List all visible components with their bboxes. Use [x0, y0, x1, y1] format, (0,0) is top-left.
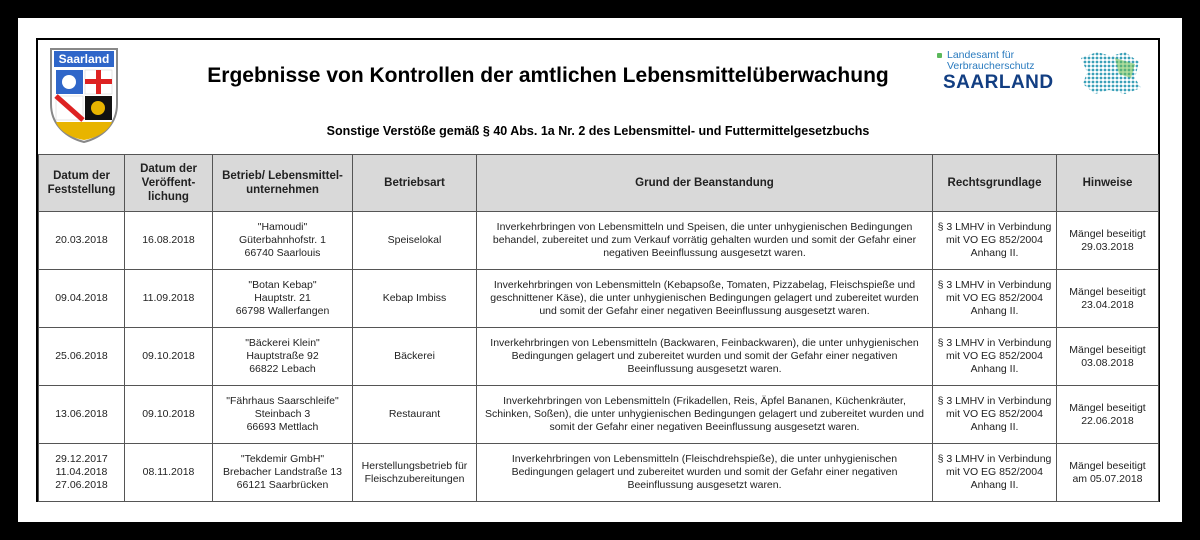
cell-line: "Fährhaus Saarschleife" — [226, 395, 339, 407]
cell-line: Restaurant — [388, 408, 441, 420]
cell-line: 13.06.2018 — [55, 408, 108, 420]
grund-cell: Inverkehrbringen von Lebensmitteln (Backwaren, Feinbackwaren), die unter unhygienischen Bedingungen gelagert und zubereitet wurden und somit der Gefahr einer negativen Beeinflussung ausgesetzt waren. — [477, 328, 933, 386]
inspection-results-table — [38, 154, 1159, 502]
page-title: Ergebnisse von Kontrollen der amtlichen Lebensmittelüberwachung — [207, 64, 889, 87]
cell-line: Steinbach 3 — [254, 408, 311, 420]
cell-line: 27.06.2018 — [55, 479, 108, 491]
cell-line: 66822 Lebach — [249, 363, 316, 375]
feststellung-cell — [39, 270, 125, 328]
feststellung-cell — [39, 386, 125, 444]
betriebsart-cell — [353, 328, 477, 386]
table-row — [39, 328, 1159, 386]
logo-bullet-icon — [937, 53, 942, 58]
cell-line: Fleischzubereitungen — [364, 472, 465, 485]
page-subtitle: Sonstige Verstöße gemäß § 40 Abs. 1a Nr. 2 des Lebensmittel- und Futtermittelgesetzbuchs — [326, 124, 870, 138]
betrieb-cell — [213, 444, 353, 502]
veroeffentlichung-cell: 16.08.2018 — [125, 212, 213, 270]
cell-line: "Botan Kebap" — [248, 279, 317, 291]
saarland-map-icon — [1075, 48, 1145, 98]
cell-line: Kebap Imbiss — [382, 292, 447, 304]
cell-line: 11.04.2018 — [55, 466, 108, 478]
grund-cell: Inverkehrbringen von Lebensmitteln (Fleischdrehspieße), die unter unhygienischen Bedingungen gelagert und zubereitet wurden und somit der Gefahr einer negativen Beeinflussung ausgesetzt waren. — [477, 444, 933, 502]
document-frame — [18, 18, 1182, 522]
cell-line: Mängel beseitigt — [1069, 401, 1146, 414]
rechtsgrundlage-cell: § 3 LMHV in Verbindung mit VO EG 852/2004 Anhang II. — [933, 444, 1057, 502]
rechtsgrundlage-cell: § 3 LMHV in Verbindung mit VO EG 852/2004 Anhang II. — [933, 270, 1057, 328]
hinweise-cell — [1057, 386, 1159, 444]
crest-label: Saarland — [58, 52, 110, 66]
column-header: Hinweise — [1057, 155, 1159, 212]
veroeffentlichung-cell: 11.09.2018 — [125, 270, 213, 328]
table-row — [39, 386, 1159, 444]
table-row — [39, 270, 1159, 328]
cell-line: Bäckerei — [394, 350, 435, 362]
betrieb-cell — [213, 328, 353, 386]
cell-line: Mängel beseitigt — [1069, 343, 1146, 356]
cell-line: 09.04.2018 — [55, 292, 108, 304]
cell-line: 20.03.2018 — [55, 234, 108, 246]
document-page — [36, 38, 1160, 502]
cell-line: "Tekdemir GmbH" — [240, 453, 325, 465]
column-header: Rechtsgrundlage — [933, 155, 1057, 212]
rechtsgrundlage-cell: § 3 LMHV in Verbindung mit VO EG 852/2004 Anhang II. — [933, 212, 1057, 270]
betriebsart-cell — [353, 212, 477, 270]
cell-line: Mängel beseitigt — [1069, 227, 1146, 240]
table-body — [39, 212, 1159, 502]
betrieb-cell — [213, 212, 353, 270]
feststellung-cell — [39, 328, 125, 386]
saarland-crest-icon — [48, 46, 120, 144]
cell-line: 22.06.2018 — [1081, 414, 1134, 427]
agency-logo — [933, 46, 1148, 106]
cell-line: "Hamoudi" — [257, 221, 308, 233]
cell-line: Herstellungsbetrieb für — [361, 459, 468, 472]
column-header: Datum der Feststellung — [39, 155, 125, 212]
logo-line-1: Landesamt für — [947, 49, 1015, 61]
column-header: Datum der Veröffent-lichung — [125, 155, 213, 212]
feststellung-cell — [39, 212, 125, 270]
cell-line: 25.06.2018 — [55, 350, 108, 362]
cell-line: "Bäckerei Klein" — [245, 337, 320, 349]
betriebsart-cell — [353, 386, 477, 444]
hinweise-cell — [1057, 212, 1159, 270]
table-header-row — [39, 155, 1159, 212]
veroeffentlichung-cell: 09.10.2018 — [125, 386, 213, 444]
hinweise-cell — [1057, 444, 1159, 502]
betrieb-cell — [213, 386, 353, 444]
cell-line: Brebacher Landstraße 13 — [222, 466, 343, 478]
rechtsgrundlage-cell: § 3 LMHV in Verbindung mit VO EG 852/2004 Anhang II. — [933, 386, 1057, 444]
cell-line: 29.03.2018 — [1081, 240, 1134, 253]
cell-line: 23.04.2018 — [1081, 298, 1134, 311]
cell-line: 66798 Wallerfangen — [235, 305, 330, 317]
cell-line: 03.08.2018 — [1081, 356, 1134, 369]
cell-line: 66693 Mettlach — [246, 421, 319, 433]
grund-cell: Inverkehrbringen von Lebensmitteln (Frikadellen, Reis, Äpfel Bananen, Küchenkräuter, Schinken, Soßen), die unter unhygienischen Bedingungen gelagert und zubereitet wurden und somit der Gefahr einer negativen Beeinflussung ausgesetzt waren. — [477, 386, 933, 444]
cell-line: Mängel beseitigt — [1069, 459, 1146, 472]
hinweise-cell — [1057, 328, 1159, 386]
betriebsart-cell — [353, 270, 477, 328]
feststellung-cell — [39, 444, 125, 502]
veroeffentlichung-cell: 08.11.2018 — [125, 444, 213, 502]
cell-line: am 05.07.2018 — [1072, 472, 1143, 485]
column-header: Betrieb/ Lebensmittel-unternehmen — [213, 155, 353, 212]
logo-line-2: Verbraucherschutz — [947, 60, 1035, 72]
table-row — [39, 444, 1159, 502]
cell-line: Speiselokal — [387, 234, 442, 246]
betrieb-cell — [213, 270, 353, 328]
cell-line: 66740 Saarlouis — [244, 247, 321, 259]
cell-line: Güterbahnhofstr. 1 — [239, 234, 326, 246]
cell-line: Mängel beseitigt — [1069, 285, 1146, 298]
hinweise-cell — [1057, 270, 1159, 328]
rechtsgrundlage-cell: § 3 LMHV in Verbindung mit VO EG 852/2004 Anhang II. — [933, 328, 1057, 386]
cell-line: 29.12.2017 — [55, 453, 108, 465]
column-header: Betriebsart — [353, 155, 477, 212]
cell-line: 66121 Saarbrücken — [236, 479, 329, 491]
cell-line: Hauptstraße 92 — [246, 350, 319, 362]
grund-cell: Inverkehrbringen von Lebensmitteln und Speisen, die unter unhygienischen Bedingungen behandel, zubereitet und zum Verkauf vorrätig gehalten wurden und somit der Gefahr einer negativen Beeinflussung ausgesetzt waren. — [477, 212, 933, 270]
grund-cell: Inverkehrbringen von Lebensmitteln (Kebapsoße, Tomaten, Pizzabelag, Fleischspieße und geschnittener Käse), die unter unhygienischen Bedingungen gelagert und zubereitet wurden und somit der Gefahr einer negativen Beeinflussung ausgesetzt waren. — [477, 270, 933, 328]
cell-line: Hauptstr. 21 — [254, 292, 311, 304]
logo-line-3: SAARLAND — [943, 72, 1054, 93]
column-header: Grund der Beanstandung — [477, 155, 933, 212]
veroeffentlichung-cell: 09.10.2018 — [125, 328, 213, 386]
betriebsart-cell — [353, 444, 477, 502]
table-row — [39, 212, 1159, 270]
